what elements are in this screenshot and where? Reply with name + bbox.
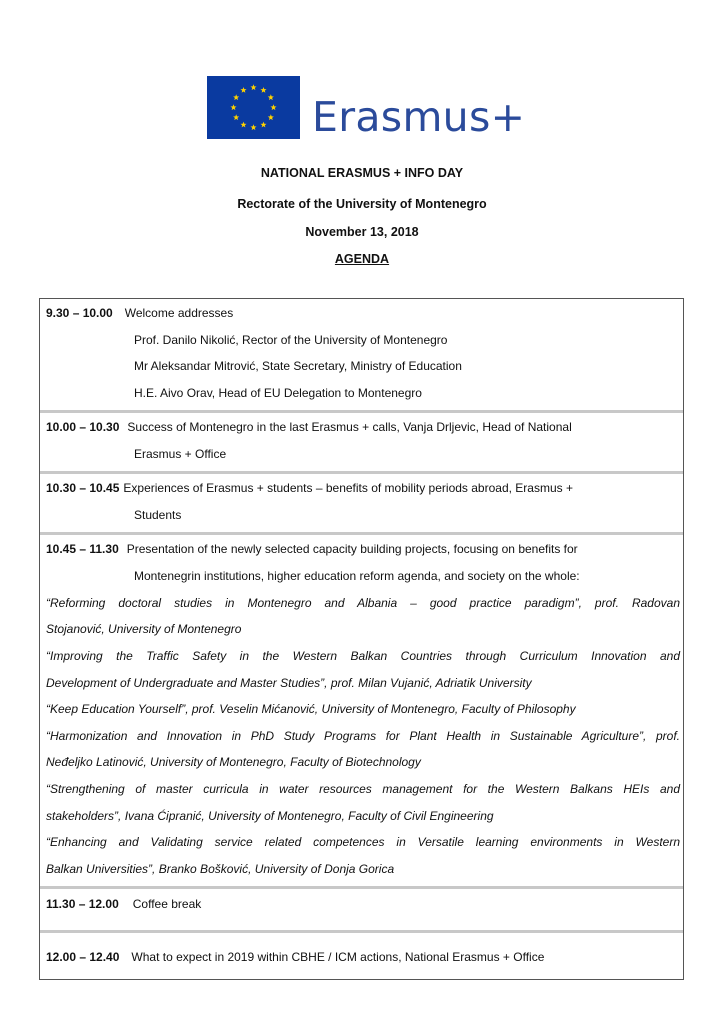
session-title-cont: Erasmus + Office	[134, 447, 227, 461]
session-time: 12.00 – 12.40	[46, 950, 120, 964]
project-line: “Harmonization and Innovation in PhD Study Programs for Plant Health in Sustainable Agriculture”, prof.	[46, 729, 680, 743]
session-title: Welcome addresses	[124, 306, 234, 320]
session-5-header	[46, 896, 201, 912]
speaker: Mr Aleksandar Mitrović, State Secretary, Ministry of Education	[134, 359, 462, 373]
row-divider	[40, 532, 683, 535]
project-line: “Enhancing and Validating service related competences in Versatile learning environments in Western	[46, 835, 680, 849]
session-title: Presentation of the newly selected capacity building projects, focusing on benefits for	[126, 542, 578, 556]
session-title-cont: Students	[134, 508, 182, 522]
session-title: What to expect in 2019 within CBHE / ICM actions, National Erasmus + Office	[131, 950, 545, 964]
speaker: H.E. Aivo Orav, Head of EU Delegation to Montenegro	[134, 386, 422, 400]
project-line: stakeholders”, Ivana Ćipranić, University of Montenegro, Faculty of Civil Engineering	[46, 809, 494, 823]
agenda-heading: AGENDA	[334, 252, 390, 266]
project-line: “Reforming doctoral studies in Montenegro and Albania – good practice paradigm”, prof. Radovan	[46, 596, 680, 610]
session-time: 10.45 – 11.30	[46, 542, 119, 556]
eu-flag-icon	[207, 76, 300, 139]
session-4-header	[46, 541, 578, 557]
project-line: Development of Undergraduate and Master Studies”, prof. Milan Vujanić, Adriatik University	[46, 676, 532, 690]
session-6-header	[46, 949, 544, 965]
brand-text: Erasmus+	[312, 93, 526, 141]
project-line: “Keep Education Yourself”, prof. Veselin Mićanović, University of Montenegro, Faculty of Philosophy	[46, 702, 576, 716]
row-divider	[40, 410, 683, 413]
session-time: 10.00 – 10.30	[46, 420, 120, 434]
event-title: NATIONAL ERASMUS + INFO DAY	[260, 166, 464, 180]
session-1-header	[46, 305, 233, 321]
session-2-header	[46, 419, 572, 435]
session-title: Success of Montenegro in the last Erasmus + calls, Vanja Drljevic, Head of National	[127, 420, 572, 434]
session-title: Coffee break	[132, 897, 202, 911]
project-line: “Strengthening of master curricula in water resources management for the Western Balkans HEIs and	[46, 782, 680, 796]
project-line: Neđeljko Latinović, University of Montenegro, Faculty of Biotechnology	[46, 755, 421, 769]
session-time: 11.30 – 12.00	[46, 897, 119, 911]
row-divider	[40, 471, 683, 474]
agenda-table	[39, 298, 684, 980]
session-time: 9.30 – 10.00	[46, 306, 113, 320]
erasmus-logo	[207, 76, 527, 140]
project-line: Balkan Universities”, Branko Bošković, University of Donja Gorica	[46, 862, 395, 876]
row-divider	[40, 886, 683, 889]
session-time: 10.30 – 10.45	[46, 481, 120, 495]
speaker: Prof. Danilo Nikolić, Rector of the University of Montenegro	[134, 333, 448, 347]
row-divider	[40, 930, 683, 933]
project-line: “Improving the Traffic Safety in the Western Balkan Countries through Curriculum Innovation and	[46, 649, 680, 663]
event-date: November 13, 2018	[305, 225, 419, 239]
event-venue: Rectorate of the University of Montenegro	[237, 197, 487, 211]
session-title-cont: Montenegrin institutions, higher education reform agenda, and society on the whole:	[134, 569, 580, 583]
session-3-header	[46, 480, 573, 496]
session-title: Experiences of Erasmus + students – benefits of mobility periods abroad, Erasmus +	[123, 481, 573, 495]
project-line: Stojanović, University of Montenegro	[46, 622, 242, 636]
